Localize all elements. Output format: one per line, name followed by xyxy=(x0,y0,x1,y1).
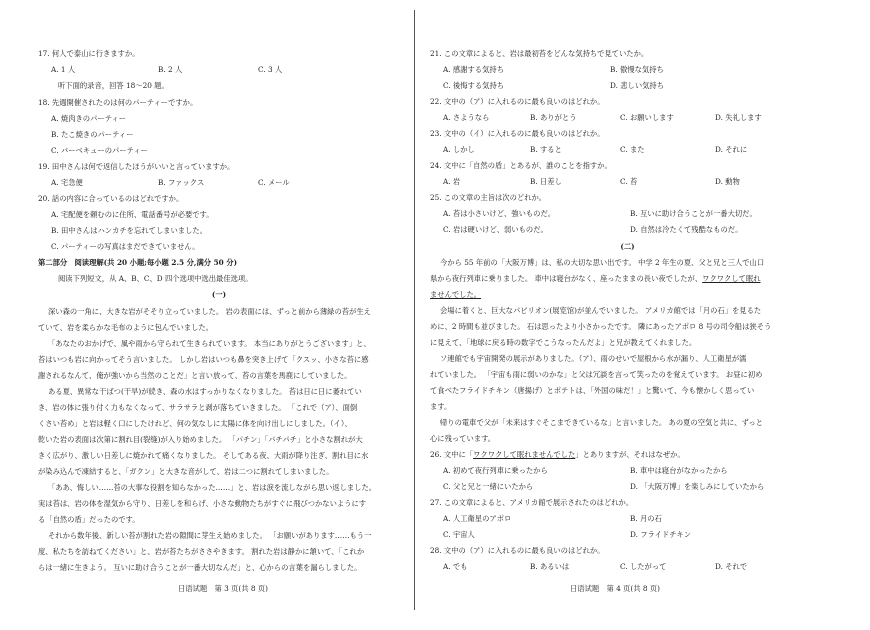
passage-2-line: ませんでした。 xyxy=(430,290,482,299)
q24-option-b: B. 日差し xyxy=(530,177,562,186)
q25-option-d: D. 自然は冷たくて残酷なものだ。 xyxy=(630,225,743,234)
passage-2-line: ソ連館でも宇宙開発の展示がありました。（ア）、雨のせいで屋根から水が漏り、人工衛星が濡 xyxy=(440,354,747,363)
passage-1-line: 「ああ、悔しい……苔の大事な役割を知らなかった……」と、岩は涙を流しながら思い返しました。 xyxy=(48,483,377,492)
passage-1-line: 度、私たちを訪ねてください」と、岩が苔たちがささやきます。 割れた岩は静かに頷いて、「これか xyxy=(38,547,365,556)
listening-note: 听下面的录音，回答 18～20 题。 xyxy=(58,81,169,90)
reading-instruction: 阅读下列短文，从 A、B、C、D 四个选项中选出最佳选项。 xyxy=(58,274,253,283)
passage-1-line: それから数年後、新しい苔が割れた岩の隙間に芽生え始めました。 「お願いがあります……もう一 xyxy=(48,531,372,540)
q20-option-b: B. 田中さんはハンカチを忘れてしまいました。 xyxy=(51,226,207,235)
question-19: 19. 田中さんは何で返信したほうがいいと言っていますか。 xyxy=(38,162,235,171)
passage-1-line: くさい苔め」と岩は軽く口にしたけれど、何の気なしに太陽に体を向け出しにしました。（イ）、 xyxy=(38,419,352,428)
passage-1-line: 乾いた岩の表面は次第に割れ目(裂缝)が入り始めました。 「パチン」「パチパチ」と小さな割れが大 xyxy=(38,435,363,444)
question-21: 21. この文章によると、岩は最初苔をどんな気持ちで見ていたか。 xyxy=(430,49,649,58)
q22-option-a: A. さようなら xyxy=(443,113,490,122)
question-17: 17. 何人で泰山に行きますか。 xyxy=(38,49,140,58)
question-27: 27. この文章によると、アメリカ館で展示されたのはどれか。 xyxy=(430,498,634,507)
q25-option-b: B. 互いに助け合うことが一番大切だ。 xyxy=(630,209,757,218)
q24-option-d: D. 動物 xyxy=(715,177,740,186)
passage-2-line: めに、2 時間も並びました。 石は思ったより小さかったです。 隣にあったアポロ 8 号の司令船は狭そう xyxy=(430,322,772,331)
q27-option-b: B. 月の石 xyxy=(630,514,662,523)
passage-1-line: き、岩の体に張り付く力もなくなって、サラサラと剥が落ちていきました。 「これで（ア）、面倒 xyxy=(38,403,358,412)
part2-heading: 第二部分 阅读理解(共 20 小题;每小题 2.5 分,满分 50 分) xyxy=(38,258,238,267)
q26-option-c: C. 父と兄と一緒にいたから xyxy=(443,482,534,491)
q22-option-d: D. 失礼します xyxy=(715,113,762,122)
q23-option-b: B. すると xyxy=(530,145,562,154)
q19-option-a: A. 宅急便 xyxy=(51,178,83,187)
q20-option-a: A. 宅配便を頼むのに住所、電話番号が必要です。 xyxy=(51,210,214,219)
question-28: 28. 文中の（ア）に入れるのに最も良いのはどれか。 xyxy=(430,546,605,555)
q17-option-c: C. 3 人 xyxy=(258,65,283,74)
q21-option-a: A. 感謝する気持ち xyxy=(443,65,504,74)
q18-option-a: A. 焼肉きのパーティー xyxy=(51,114,126,123)
q21-option-d: D. 悲しい気持ち xyxy=(610,81,665,90)
passage-1-line: ていて、岩を柔らかな毛布のように包んでいました。 xyxy=(38,323,213,332)
question-20: 20. 話の内容に合っているのはどれですか。 xyxy=(38,194,184,203)
q20-option-c: C. パーティーの写真はまだできていません。 xyxy=(51,242,200,251)
passage-1-line: らは一緒に生きよう。 互いに助け合うことが一番大切なんだ」と、心からの言葉を漏らしました。 xyxy=(38,563,362,572)
passage-2-line: 県から夜行列車に乗りました。 車中は寝台がなく、座ったままの長い夜でしたが、ワクワクして眠れ xyxy=(430,274,761,283)
passage-2-line: て食べたフライドチキン（唐揚げ）とポテトは、「外国の味だ！」と驚いて、今も懐かしく思ってい xyxy=(430,386,755,395)
page-footer-right: 日语试题 第 4 页(共 8 页) xyxy=(570,584,660,593)
q17-option-a: A. 1 人 xyxy=(51,65,76,74)
passage-1-line: 苔はいつも岩に向かってそう言いました。 しかし岩はいつも鼻を突き上げて「クスッ、小さな苔に感 xyxy=(38,355,369,364)
q17-option-b: B. 2 人 xyxy=(158,65,183,74)
q24-option-c: C. 苔 xyxy=(620,177,638,186)
passage-1-line: 「あなたのおかげで、風や雨から守られて生きられています。 本当にありがとうございます」と、 xyxy=(48,339,371,348)
q27-option-c: C. 宇宙人 xyxy=(443,530,475,539)
q22-option-b: B. ありがとう xyxy=(530,113,577,122)
passage-1-line: 実は苔は、岩の体を湿気から守り、日差しを和らげ、小さな動物たちがすぐに飛びつかないようにす xyxy=(38,499,367,508)
question-25: 25. この文章の主旨は次のどれか。 xyxy=(430,193,547,202)
q21-option-b: B. 傲慢な気持ち xyxy=(610,65,664,74)
page-footer-left: 日语试题 第 3 页(共 8 页) xyxy=(178,584,268,593)
passage-1-line: きく広がり、激しい日差しに焼かれて痛くなりました。 そしてある夜、大雨が降り注ぎ、割れ目に水 xyxy=(38,451,369,460)
q18-option-c: C. バーベキューのパーティー xyxy=(51,146,148,155)
q22-option-c: C. お願いします xyxy=(620,113,674,122)
question-18: 18. 先週開催されたのは何のパーティーですか。 xyxy=(38,98,198,107)
q28-option-c: C. したがって xyxy=(620,562,667,571)
q24-option-a: A. 岩 xyxy=(443,177,461,186)
passage-2-line: 心に残っています。 xyxy=(430,434,496,443)
q28-option-a: A. でも xyxy=(443,562,468,571)
section-1-title: (一) xyxy=(211,290,227,299)
question-26: 26. 文中に「ワクワクして眠れませんでした」とありますが、それはなぜか。 xyxy=(430,450,685,459)
passage-1-line: る「自然の盾」だったのです。 xyxy=(38,515,140,524)
q28-option-b: B. あるいは xyxy=(530,562,570,571)
passage-2-line: 帰りの電車で父が「未来はすぐそこまできているな」と言いました。 あの夏の空気と共に、ずっと xyxy=(440,418,763,427)
q23-option-a: A. しかし xyxy=(443,145,475,154)
passage-2-line: 会場に着くと、巨大なパビリオン(展览馆)が並んでいました。 アメリカ館では「月の石」を見るた xyxy=(440,306,762,315)
passage-2-line: れていました。 「宇宙も雨に弱いのかな」と父は冗談を言って笑ったのを覚えています。 お昼に初め xyxy=(430,370,763,379)
q26-option-a: A. 初めて夜行列車に乗ったから xyxy=(443,466,548,475)
question-23: 23. 文中の（イ）に入れるのに最も良いのはどれか。 xyxy=(430,129,605,138)
q26-option-d: D. 「大阪万博」を楽しみにしていたから xyxy=(630,482,765,491)
q28-option-d: D. それで xyxy=(715,562,748,571)
question-24: 24. 文中に「自然の盾」とあるが、誰のことを指すか。 xyxy=(430,161,612,170)
passage-1-line: ある夏、異常な干ばつ(干旱)が続き、森の水はすっかりなくなりました。 苔は日に日に萎れてい xyxy=(48,387,362,396)
section-2-title: (二) xyxy=(620,242,635,251)
q25-option-c: C. 岩は硬いけど、弱いものだ。 xyxy=(443,225,548,234)
underlined-phrase: ワクワクして眠れ xyxy=(702,274,761,283)
q26-option-b: B. 車中は寝台がなかったから xyxy=(630,466,728,475)
q19-option-c: C. メール xyxy=(258,178,290,187)
question-22: 22. 文中の（ア）に入れるのに最も良いのはどれか。 xyxy=(430,97,605,106)
passage-2-line: に見えて、「地球に戻る時の数字でこうなったんだよ」と兄が教えてくれました。 xyxy=(430,338,697,347)
passage-2-line: ます。 xyxy=(430,402,452,411)
q27-option-d: D. フライドチキン xyxy=(630,530,692,539)
q27-option-a: A. 人工衛星のアポロ xyxy=(443,514,512,523)
q18-option-b: B. たこ焼きのパーティー xyxy=(51,130,134,139)
passage-1-line: が染み込んで凍結すると、「ガクン」と大きな音がして、岩は二つに割れてしまいました。 xyxy=(38,467,334,476)
q23-option-d: D. それに xyxy=(715,145,748,154)
column-divider xyxy=(414,10,415,610)
q25-option-a: A. 苔は小さいけど、強いものだ。 xyxy=(443,209,556,218)
passage-2-line: 今から 55 年前の「大阪万博」は、私の大切な思い出です。 中学 2 年生の夏、父と兄と三人で山口 xyxy=(440,258,765,267)
passage-1-line: 謝されるなんて、俺が強いから当然のことだ」と言い放って、苔の言葉を馬鹿にしていました。 xyxy=(38,371,352,380)
passage-1-line: 深い森の一角に、大きな岩がそそり立っていました。 岩の表面には、ずっと前から薄緑の苔が生え xyxy=(48,307,371,316)
q23-option-c: C. また xyxy=(620,145,645,154)
q19-option-b: B. ファックス xyxy=(158,178,205,187)
q21-option-c: C. 後悔する気持ち xyxy=(443,81,505,90)
